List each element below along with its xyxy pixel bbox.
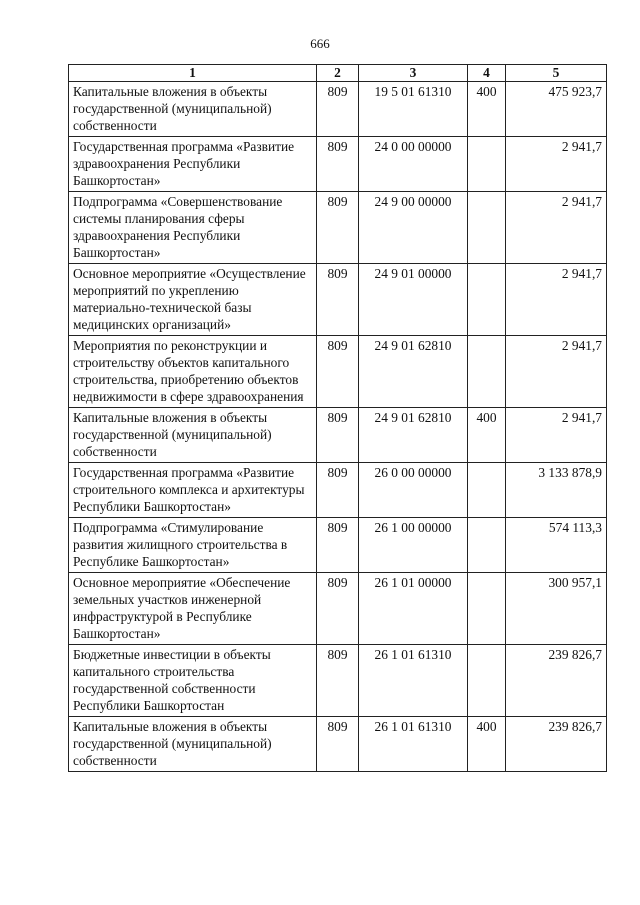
amount: 2 941,7 [506, 336, 607, 408]
table-row [69, 408, 607, 463]
ministry-code: 809 [317, 264, 359, 336]
expense-type [468, 645, 506, 717]
header-cell: 2 [317, 65, 359, 82]
amount: 3 133 878,9 [506, 463, 607, 518]
expense-type [468, 463, 506, 518]
table-row [69, 264, 607, 336]
header-row [69, 65, 607, 82]
expense-type [468, 573, 506, 645]
amount: 239 826,7 [506, 645, 607, 717]
header-cell: 1 [69, 65, 317, 82]
amount: 300 957,1 [506, 573, 607, 645]
ministry-code: 809 [317, 82, 359, 137]
target-code: 26 1 01 61310 [359, 645, 468, 717]
item-name: Государственная программа «Развитие здравоохранения Республики Башкортостан» [69, 137, 317, 192]
header-cell: 4 [468, 65, 506, 82]
amount: 574 113,3 [506, 518, 607, 573]
ministry-code: 809 [317, 192, 359, 264]
table-row [69, 645, 607, 717]
ministry-code: 809 [317, 573, 359, 645]
item-name: Капитальные вложения в объекты государственной (муниципальной) собственности [69, 408, 317, 463]
target-code: 24 9 01 62810 [359, 336, 468, 408]
ministry-code: 809 [317, 717, 359, 772]
budget-table [68, 64, 607, 772]
table-row [69, 137, 607, 192]
expense-type: 400 [468, 717, 506, 772]
ministry-code: 809 [317, 408, 359, 463]
page-number: 666 [310, 36, 330, 51]
target-code: 26 1 01 61310 [359, 717, 468, 772]
target-code: 26 1 00 00000 [359, 518, 468, 573]
item-name: Подпрограмма «Совершенствование системы планирования сферы здравоохранения Республики Башкортостан» [69, 192, 317, 264]
table-row [69, 463, 607, 518]
target-code: 24 0 00 00000 [359, 137, 468, 192]
target-code: 19 5 01 61310 [359, 82, 468, 137]
amount: 2 941,7 [506, 408, 607, 463]
amount: 239 826,7 [506, 717, 607, 772]
item-name: Мероприятия по реконструкции и строительству объектов капитального строительства, приобретению объектов недвижимости в сфере здравоохранения [69, 336, 317, 408]
amount: 2 941,7 [506, 264, 607, 336]
ministry-code: 809 [317, 137, 359, 192]
table-row [69, 82, 607, 137]
target-code: 24 9 01 00000 [359, 264, 468, 336]
item-name: Государственная программа «Развитие строительного комплекса и архитектуры Республики Башкортостан» [69, 463, 317, 518]
expense-type [468, 264, 506, 336]
expense-type [468, 518, 506, 573]
table-row [69, 518, 607, 573]
expense-type [468, 336, 506, 408]
ministry-code: 809 [317, 645, 359, 717]
item-name: Капитальные вложения в объекты государственной (муниципальной) собственности [69, 717, 317, 772]
ministry-code: 809 [317, 336, 359, 408]
amount: 2 941,7 [506, 192, 607, 264]
target-code: 26 0 00 00000 [359, 463, 468, 518]
target-code: 26 1 01 00000 [359, 573, 468, 645]
table-row [69, 192, 607, 264]
item-name: Основное мероприятие «Осуществление мероприятий по укреплению материально-технической базы медицинских организаций» [69, 264, 317, 336]
expense-type [468, 137, 506, 192]
table-row [69, 717, 607, 772]
item-name: Капитальные вложения в объекты государственной (муниципальной) собственности [69, 82, 317, 137]
table-row [69, 336, 607, 408]
table-row [69, 573, 607, 645]
amount: 475 923,7 [506, 82, 607, 137]
header-cell: 3 [359, 65, 468, 82]
item-name: Бюджетные инвестиции в объекты капитального строительства государственной собственности Республики Башкортостан [69, 645, 317, 717]
header-cell: 5 [506, 65, 607, 82]
item-name: Основное мероприятие «Обеспечение земельных участков инженерной инфраструктурой в Республике Башкортостан» [69, 573, 317, 645]
expense-type [468, 192, 506, 264]
expense-type: 400 [468, 82, 506, 137]
target-code: 24 9 00 00000 [359, 192, 468, 264]
ministry-code: 809 [317, 518, 359, 573]
expense-type: 400 [468, 408, 506, 463]
target-code: 24 9 01 62810 [359, 408, 468, 463]
amount: 2 941,7 [506, 137, 607, 192]
item-name: Подпрограмма «Стимулирование развития жилищного строительства в Республике Башкортостан» [69, 518, 317, 573]
ministry-code: 809 [317, 463, 359, 518]
